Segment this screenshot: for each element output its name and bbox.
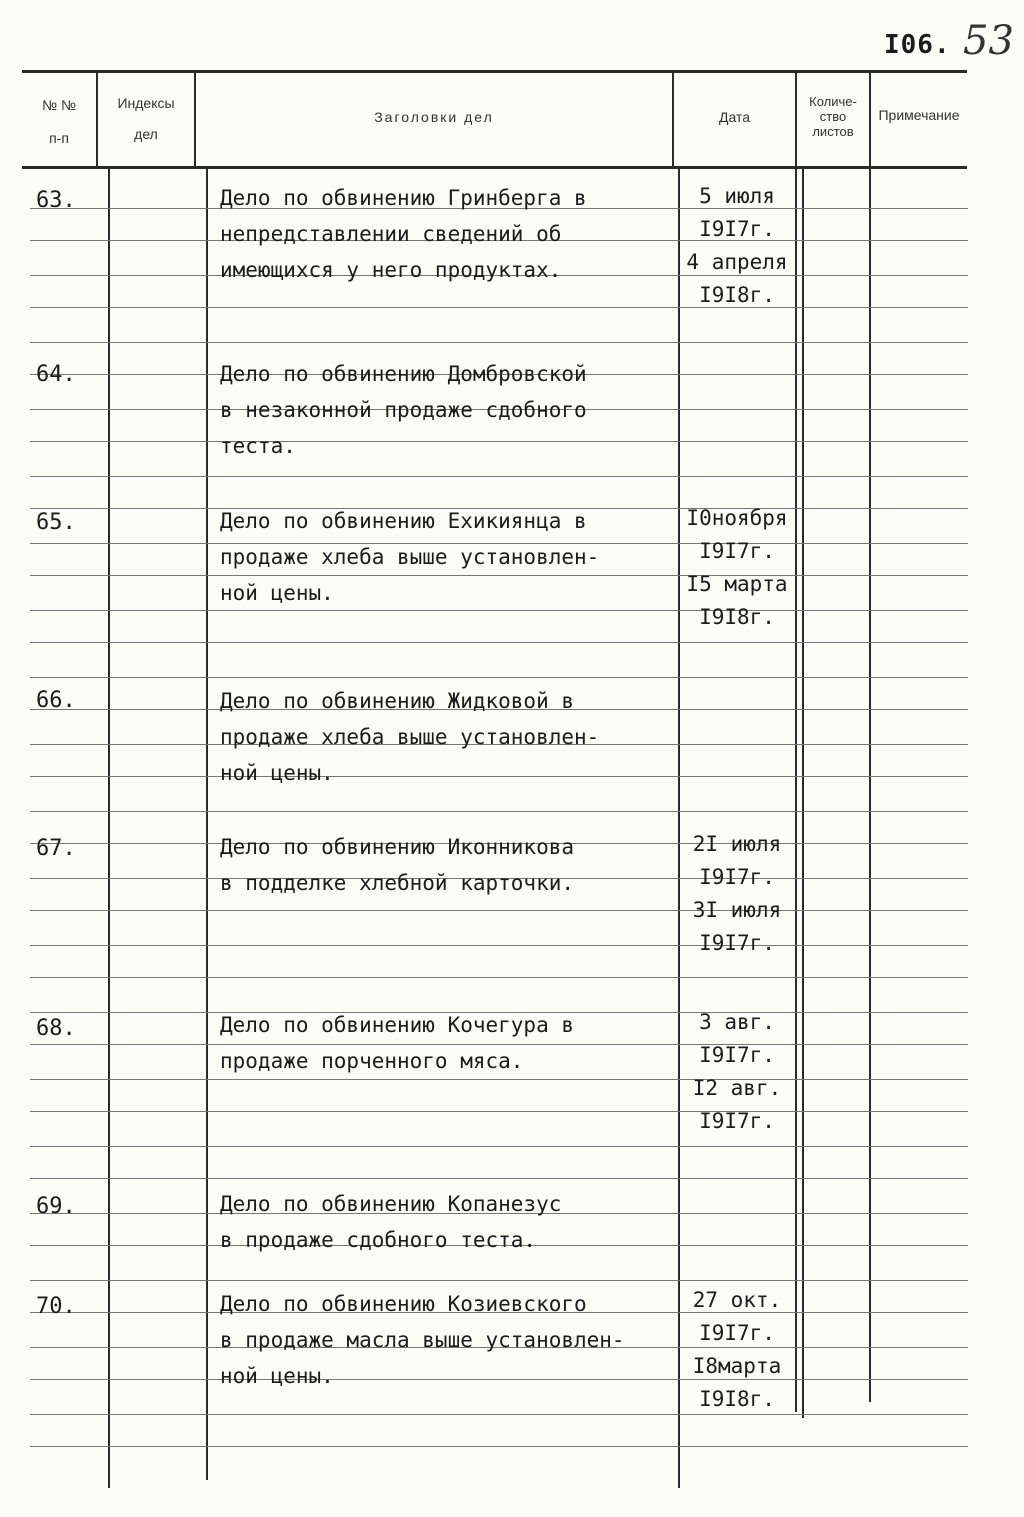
header-index bbox=[98, 96, 194, 142]
row-63-number: 63. bbox=[36, 188, 76, 213]
row-70-title-line3: ной цены. bbox=[220, 1364, 334, 1388]
ruled-line bbox=[30, 307, 968, 308]
ruled-line bbox=[30, 642, 968, 643]
ruled-line bbox=[30, 1178, 968, 1179]
ruled-line bbox=[30, 677, 968, 678]
page-number: I06. bbox=[884, 30, 951, 60]
row-68-date-line3: I2 авг. bbox=[692, 1076, 782, 1100]
header-sheets-line3: листов bbox=[812, 124, 854, 139]
column-divider-date bbox=[206, 168, 208, 1480]
row-64-title-line2: в незаконной продаже сдобного bbox=[220, 398, 587, 422]
row-67-title bbox=[220, 829, 670, 901]
ruled-line bbox=[30, 910, 968, 911]
row-68-date-line2: I9I7г. bbox=[699, 1043, 775, 1067]
ruled-line bbox=[30, 811, 968, 812]
row-65-number: 65. bbox=[36, 510, 76, 535]
row-67-title-line1: Дело по обвинению Иконникова bbox=[220, 835, 575, 859]
row-63-date bbox=[676, 180, 798, 312]
row-68-title bbox=[220, 1007, 670, 1079]
row-69-title-line1: Дело по обвинению Копанезус bbox=[220, 1192, 562, 1216]
header-sheets-line1: Количе- bbox=[809, 94, 857, 109]
row-67-date-line2: I9I7г. bbox=[699, 865, 775, 889]
row-70-number: 70. bbox=[36, 1294, 76, 1319]
row-65-date-line2: I9I7г. bbox=[699, 539, 775, 563]
column-divider-sheets-body bbox=[802, 168, 804, 1418]
row-67-title-line2: в подделке хлебной карточки. bbox=[220, 871, 575, 895]
ruled-line bbox=[30, 1111, 968, 1112]
ruled-line bbox=[30, 945, 968, 946]
row-63-date-line1: 5 июля bbox=[699, 184, 775, 208]
row-66-number: 66. bbox=[36, 688, 76, 713]
row-70-date bbox=[676, 1284, 798, 1416]
row-70-date-line2: I9I7г. bbox=[699, 1321, 775, 1345]
ruled-line bbox=[30, 977, 968, 978]
row-67-date-line3: 3I июля bbox=[692, 898, 782, 922]
row-65-date bbox=[676, 502, 798, 634]
row-65-date-line3: I5 марта bbox=[686, 572, 788, 596]
ruled-line bbox=[30, 1079, 968, 1080]
ruled-line bbox=[30, 342, 968, 343]
row-65-title-line1: Дело по обвинению Ехикиянца в bbox=[220, 509, 587, 533]
handwritten-sheet-number: 53 bbox=[963, 18, 1014, 64]
header-number-line2: п-п bbox=[49, 130, 69, 146]
row-68-number: 68. bbox=[36, 1016, 76, 1041]
row-70-title-line2: в продаже масла выше установлен- bbox=[220, 1328, 625, 1352]
header-index-line1: Индексы bbox=[117, 95, 175, 111]
header-titles: Заголовки дел bbox=[374, 109, 494, 125]
row-70-date-line4: I9I8г. bbox=[699, 1387, 775, 1411]
row-65-date-line1: I0ноября bbox=[686, 506, 788, 530]
row-65-title-line2: продаже хлеба выше установлен- bbox=[220, 545, 600, 569]
row-64-title-line1: Дело по обвинению Домбровской bbox=[220, 362, 587, 386]
column-divider-left-body bbox=[108, 168, 110, 1488]
row-66-title-line1: Дело по обвинению Жидковой в bbox=[220, 689, 575, 713]
ruled-line bbox=[30, 1146, 968, 1147]
row-67-number: 67. bbox=[36, 836, 76, 861]
row-63-title bbox=[220, 180, 670, 288]
row-63-date-line2: I9I7г. bbox=[699, 217, 775, 241]
row-70-title bbox=[220, 1286, 670, 1394]
row-68-date-line1: 3 авг. bbox=[699, 1010, 775, 1034]
row-67-date-line4: I9I7г. bbox=[699, 931, 775, 955]
row-66-title bbox=[220, 683, 670, 791]
row-67-date bbox=[676, 828, 798, 960]
header-number-line1: № № bbox=[42, 97, 76, 113]
row-63-title-line1: Дело по обвинению Гринберга в bbox=[220, 186, 587, 210]
row-69-title bbox=[220, 1186, 670, 1258]
header-number bbox=[24, 98, 94, 146]
row-66-title-line2: продаже хлеба выше установлен- bbox=[220, 725, 600, 749]
row-64-title-line3: теста. bbox=[220, 434, 296, 458]
row-63-date-line3: 4 апреля bbox=[686, 250, 788, 274]
row-67-date-line1: 2I июля bbox=[692, 832, 782, 856]
table-header-bottom-border bbox=[22, 166, 967, 169]
row-66-title-line3: ной цены. bbox=[220, 761, 334, 785]
row-68-date bbox=[676, 1006, 798, 1138]
header-index-line2: дел bbox=[134, 126, 158, 142]
row-69-title-line2: в продаже сдобного теста. bbox=[220, 1228, 537, 1252]
row-65-date-line4: I9I8г. bbox=[699, 605, 775, 629]
ruled-line bbox=[30, 1446, 968, 1447]
row-70-title-line1: Дело по обвинению Козиевского bbox=[220, 1292, 587, 1316]
column-divider-notes bbox=[869, 72, 871, 1402]
row-65-title bbox=[220, 503, 670, 611]
row-63-title-line3: имеющихся у него продуктах. bbox=[220, 258, 562, 282]
row-68-date-line4: I9I7г. bbox=[699, 1109, 775, 1133]
ruled-line bbox=[30, 1280, 968, 1281]
row-64-number: 64. bbox=[36, 362, 76, 387]
row-65-title-line3: ной цены. bbox=[220, 581, 334, 605]
row-68-title-line1: Дело по обвинению Кочегура в bbox=[220, 1013, 575, 1037]
row-70-date-line1: 27 окт. bbox=[692, 1288, 782, 1312]
row-64-title bbox=[220, 356, 670, 464]
row-70-date-line3: I8марта bbox=[692, 1354, 782, 1378]
header-sheets bbox=[797, 94, 869, 139]
table-top-border bbox=[22, 70, 967, 73]
row-68-title-line2: продаже порченного мяса. bbox=[220, 1049, 524, 1073]
header-notes: Примечание bbox=[878, 107, 960, 123]
header-date: Дата bbox=[718, 109, 750, 125]
ruled-line bbox=[30, 1414, 968, 1415]
row-63-title-line2: непредставлении сведений об bbox=[220, 222, 562, 246]
header-sheets-line2: ство bbox=[819, 109, 847, 124]
row-69-number: 69. bbox=[36, 1194, 76, 1219]
row-63-date-line4: I9I8г. bbox=[699, 283, 775, 307]
ruled-line bbox=[30, 476, 968, 477]
